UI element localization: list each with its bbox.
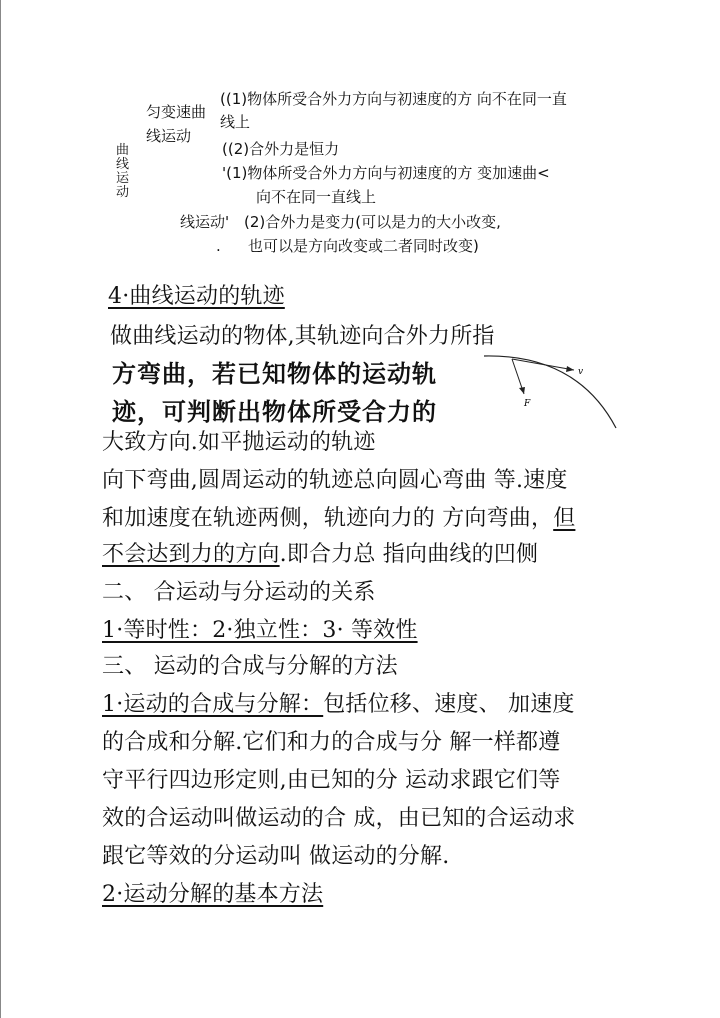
trajectory-curve (484, 356, 616, 428)
section4-line-5-text: .即合力总 指向曲线的凹侧 (279, 542, 539, 567)
trajectory-figure (482, 350, 622, 430)
outline-variable-label: 线运动' (180, 213, 230, 231)
section4-paragraph-line-5 (102, 540, 538, 570)
outline-dot: . (216, 237, 221, 255)
outline-uniform-point-1a: ((1)物体所受合外力方向与初速度的方 向不在同一直 (220, 90, 567, 108)
section3-sub2-heading: 2·运动分解的基本方法 (102, 882, 324, 907)
section3-sub1-line-5: 跟它等效的分运动叫 做运动的分解. (102, 844, 450, 869)
section3-sub1-label: 1·运动的合成与分解： (102, 692, 324, 717)
section2-heading: 二、 合运动与分运动的关系 (102, 580, 376, 605)
section4-line-4-underlined: 但 (553, 506, 576, 531)
section3-sub1-line-1 (102, 690, 575, 720)
outline-variable-point-2a: (2)合外力是变力(可以是力的大小改变, (244, 213, 501, 231)
force-label: F (524, 399, 531, 409)
outline-uniform-label-2: 线运动 (146, 127, 192, 145)
section3-sub1-text: 包括位移、速度、 加速度 (323, 692, 575, 717)
page-left-border (0, 0, 1, 1018)
outline-side-label: 曲线运动 (116, 143, 130, 200)
section4-bold-line-1: 方弯曲，若已知物体的运动轨 (112, 359, 437, 388)
outline-uniform-label-1: 匀变速曲 (146, 103, 207, 121)
velocity-arrow (512, 359, 574, 370)
section4-heading: 4·曲线运动的轨迹 (108, 284, 285, 309)
section4-bold-line-2: 迹，可判断出物体所受合力的 (112, 397, 437, 426)
section4-paragraph-line-3: 向下弯曲,圆周运动的轨迹总向圆心弯曲 等.速度 (102, 468, 568, 493)
velocity-label: v (578, 367, 584, 377)
section3-heading: 三、 运动的合成与分解的方法 (102, 654, 398, 679)
outline-uniform-point-1b: 线上 (220, 113, 251, 131)
force-arrowhead (519, 387, 525, 394)
section4-paragraph-line-4 (102, 504, 575, 534)
section3-sub1-line-4: 效的合运动叫做运动的合 成，由已知的合运动求 (102, 806, 576, 831)
outline-variable-point-1a: '(1)物体所受合外力方向与初速度的方 变加速曲< (222, 164, 550, 182)
outline-variable-point-1b: 向不在同一直线上 (256, 188, 377, 206)
section2-items: 1·等时性：2·独立性：3· 等效性 (102, 618, 418, 643)
section4-paragraph-line-1: 做曲线运动的物体,其轨迹向合外力所指 (110, 324, 495, 349)
outline-uniform-point-2: ((2)合外力是恒力 (222, 140, 340, 158)
section3-sub1-line-3: 守平行四边形定则,由已知的分 运动求跟它们等 (102, 768, 561, 793)
outline-variable-point-2b: 也可以是方向改变或二者同时改变) (248, 237, 479, 255)
section4-line-5-underlined: 不会达到力的方向 (102, 542, 280, 567)
velocity-arrowhead (566, 366, 574, 372)
section4-paragraph-line-2: 大致方向.如平抛运动的轨迹 (102, 430, 376, 455)
section4-line-4-text: 和加速度在轨迹两侧，轨迹向力的 方向弯曲， (102, 506, 554, 531)
section3-sub1-line-2: 的合成和分解.它们和力的合成与分 解一样都遵 (102, 730, 561, 755)
